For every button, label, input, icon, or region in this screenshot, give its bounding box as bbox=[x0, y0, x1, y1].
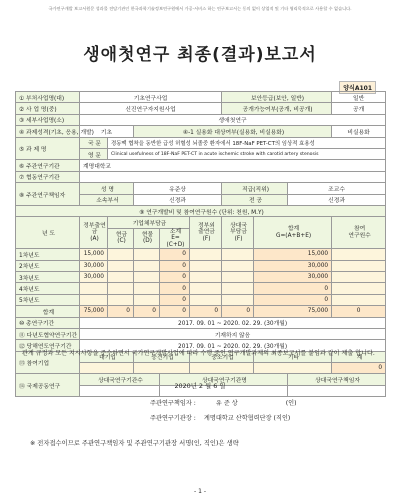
institution-signature-label: 주관연구기관장 : bbox=[150, 415, 196, 422]
col-cash-header: 현금 (C) bbox=[108, 228, 134, 249]
gov-cell bbox=[80, 283, 108, 294]
security-level-value: 일반 bbox=[332, 92, 386, 103]
col-sum-header: 소계 E=(C+D) bbox=[160, 228, 190, 249]
mid-company-cell bbox=[134, 363, 190, 374]
footnote: ※ 전자접수이므로 주관연구책임자 및 주관연구기관장 서명(인, 직인)은 생략 bbox=[30, 440, 239, 447]
pi-major-value: 신경과 bbox=[288, 194, 386, 205]
lead-institution-label: ⑥ 주관연구기관 bbox=[16, 160, 80, 171]
practical-use-value: 비실용화 bbox=[332, 126, 386, 137]
local-cell bbox=[190, 294, 222, 305]
pi-position-value: 조교수 bbox=[288, 183, 386, 194]
local-cell bbox=[190, 283, 222, 294]
row-ministry-program bbox=[16, 92, 386, 103]
table-row bbox=[16, 260, 386, 271]
year-cell: 5차년도 bbox=[16, 294, 80, 305]
year-cell: 합계 bbox=[16, 306, 80, 317]
institution-signature-name: 계명대학교 산학협력단장 (직인) bbox=[203, 415, 291, 422]
kind-cell bbox=[134, 294, 160, 305]
sum-cell: 0 bbox=[160, 260, 190, 271]
pi-signature-label: 주관연구책임자 : bbox=[150, 400, 196, 407]
other-cell bbox=[222, 294, 254, 305]
gov-cell: 30,000 bbox=[80, 260, 108, 271]
title-ko-value: 경동맥 협착을 동반한 급성 허혈성 뇌졸중 환자에서 18F-NaF PET-CT의 임상적 효용성 bbox=[108, 137, 386, 148]
partner-institution-label: ⑦ 협동연구기관 bbox=[16, 171, 80, 182]
program-name-label: ② 사 업 명(중) bbox=[16, 103, 80, 114]
copyright-notice: 국가연구개발 보고서원문 성과물 전담기관인 한국과학기술정보연구원에서 가공·서비스 하는 연구보고서는 동의 없이 상업적 및 기타 영리목적으로 사용할 수 없습니다. bbox=[48, 6, 352, 11]
small-company-header: 중소기업 bbox=[190, 351, 254, 362]
kind-cell: 0 bbox=[134, 306, 160, 317]
small-company-cell bbox=[190, 363, 254, 374]
mid-company-header: 중견기업 bbox=[134, 351, 190, 362]
intl-research-label: ⑭ 국제공동연구 bbox=[16, 374, 80, 397]
total-cell: 0 bbox=[254, 283, 332, 294]
pi-major-label: 전 공 bbox=[222, 194, 288, 205]
kind-cell bbox=[134, 260, 160, 271]
pi-dept-value: 신경과 bbox=[134, 194, 222, 205]
total-cell: 75,000 bbox=[254, 306, 332, 317]
col-firm-header: 기업체부담금 bbox=[108, 217, 190, 228]
companies-label: ⑬ 참여기업 bbox=[16, 351, 80, 374]
etc-company-cell bbox=[254, 363, 332, 374]
multiyear-period-label: ⑪ 다년도협약연구기간 bbox=[16, 328, 80, 339]
year-cell: 4차년도 bbox=[16, 283, 80, 294]
col-local-header: 정부외 출연금 (F) bbox=[190, 217, 222, 249]
practical-use-label: ④-1 실용화 대상여부(실용화, 비실용화) bbox=[134, 126, 332, 137]
table-row bbox=[16, 283, 386, 294]
other-cell bbox=[222, 283, 254, 294]
total-cell: 30,000 bbox=[254, 260, 332, 271]
local-cell: 0 bbox=[190, 306, 222, 317]
other-cell bbox=[222, 271, 254, 282]
table-row bbox=[16, 271, 386, 282]
program-name-value: 신진연구자지원사업 bbox=[80, 103, 222, 114]
sum-cell: 0 bbox=[160, 283, 190, 294]
row-pi-name bbox=[16, 183, 386, 194]
large-company-header: 대기업 bbox=[80, 351, 134, 362]
table-row-total bbox=[16, 306, 386, 317]
people-cell bbox=[332, 294, 386, 305]
row-budget-header-top bbox=[16, 217, 386, 228]
people-cell bbox=[332, 283, 386, 294]
gov-cell: 15,000 bbox=[80, 249, 108, 260]
row-project-type bbox=[16, 126, 386, 137]
intl-pi-header: 상대국연구책임자 bbox=[288, 374, 386, 385]
gov-cell: 30,000 bbox=[80, 271, 108, 282]
gov-cell: 75,000 bbox=[80, 306, 108, 317]
company-sum-cell: 0 bbox=[332, 363, 386, 374]
local-cell bbox=[190, 260, 222, 271]
page-title: 생애첫연구 최종(결과)보고서 bbox=[83, 45, 317, 65]
year-cell: 2차년도 bbox=[16, 260, 80, 271]
title-ko-label: 국 문 bbox=[80, 137, 108, 148]
certification-text: 관계 규정과 모든 지시사항을 준수하면서 국가연구개발사업에 따라 수행 중인 연구개발과제의 최종보고서를 붙임과 같이 제출 합니다. bbox=[22, 350, 375, 357]
row-total-period bbox=[16, 317, 386, 328]
col-gov-header: 정부출연금 (A) bbox=[80, 217, 108, 249]
row-multiyear-period bbox=[16, 328, 386, 339]
title-en-label: 영 문 bbox=[80, 148, 108, 159]
sub-program-value: 생애첫연구 bbox=[80, 114, 386, 125]
table-row bbox=[16, 294, 386, 305]
cash-cell bbox=[108, 249, 134, 260]
lead-institution-value: 계명대학교 bbox=[80, 160, 386, 171]
table-row bbox=[16, 249, 386, 260]
sum-cell: 0 bbox=[160, 271, 190, 282]
other-cell bbox=[222, 249, 254, 260]
multiyear-period-value: 기재하지 않음 bbox=[80, 328, 386, 339]
pi-position-label: 직급(직위) bbox=[222, 183, 288, 194]
partner-institution-value bbox=[80, 171, 386, 182]
total-period-label: ⑩ 총연구기간 bbox=[16, 317, 80, 328]
row-partner-institution bbox=[16, 171, 386, 182]
etc-company-header: 기타 bbox=[254, 351, 332, 362]
pi-label: ⑧ 주관연구책임자 bbox=[16, 183, 80, 206]
sum-cell: 0 bbox=[160, 249, 190, 260]
people-cell: 0 bbox=[332, 306, 386, 317]
col-kind-header: 현물 (D) bbox=[134, 228, 160, 249]
other-cell bbox=[222, 260, 254, 271]
ministry-program-label: ① 부처사업명(대) bbox=[16, 92, 80, 103]
year-cell: 1차년도 bbox=[16, 249, 80, 260]
pi-dept-label: 소속부서 bbox=[80, 194, 134, 205]
institution-signature-line bbox=[150, 413, 290, 422]
local-cell bbox=[190, 271, 222, 282]
submission-date: 2020년 2 월 6 일 bbox=[174, 382, 226, 390]
kind-cell bbox=[134, 283, 160, 294]
col-other-header: 상대국 부담금 (F) bbox=[222, 217, 254, 249]
project-type-label: ④ 과제성격(기초, 응용, 개발) bbox=[16, 126, 80, 137]
security-level-label: 보안등급(보안, 일반) bbox=[222, 92, 332, 103]
row-budget-heading bbox=[16, 205, 386, 216]
kind-cell bbox=[134, 271, 160, 282]
disclosure-label: 공개가능여부(공개, 비공개) bbox=[222, 103, 332, 114]
pi-name-label: 성 명 bbox=[80, 183, 134, 194]
total-cell: 0 bbox=[254, 294, 332, 305]
people-cell bbox=[332, 271, 386, 282]
project-type-value: 기초 bbox=[80, 126, 134, 137]
budget-heading: ⑨ 연구개발비 및 참여연구원수 (단위: 천원, M.Y) bbox=[16, 205, 386, 216]
disclosure-value: 공개 bbox=[332, 103, 386, 114]
project-title-label: ⑤ 과 제 명 bbox=[16, 137, 80, 160]
pi-signature-line bbox=[150, 398, 297, 407]
total-cell: 15,000 bbox=[254, 249, 332, 260]
col-people-header: 참여 연구원수 bbox=[332, 217, 386, 249]
pi-name-value: 유준상 bbox=[134, 183, 222, 194]
people-cell bbox=[332, 249, 386, 260]
total-cell: 30,000 bbox=[254, 271, 332, 282]
sum-cell: 0 bbox=[160, 306, 190, 317]
row-lead-institution bbox=[16, 160, 386, 171]
intl-name-header: 상대국연구기관명 bbox=[160, 374, 288, 385]
large-company-cell bbox=[80, 363, 134, 374]
sub-program-label: ③ 세부사업명(소) bbox=[16, 114, 80, 125]
row-program-name bbox=[16, 103, 386, 114]
pi-seal: (인) bbox=[285, 400, 297, 407]
kind-cell bbox=[134, 249, 160, 260]
year-cell: 3차년도 bbox=[16, 271, 80, 282]
form-id-badge: 양식A101 bbox=[339, 81, 376, 94]
cash-cell bbox=[108, 271, 134, 282]
cash-cell bbox=[108, 260, 134, 271]
sum-cell: 0 bbox=[160, 294, 190, 305]
current-period-label: ⑫ 당해연도연구기간 bbox=[16, 340, 80, 351]
intl-count-header: 상대국연구기관수 bbox=[80, 374, 160, 385]
page-number: - 1 - bbox=[194, 488, 206, 495]
total-period-value: 2017. 09. 01 ~ 2020. 02. 29. (30개월) bbox=[80, 317, 386, 328]
gov-cell bbox=[80, 294, 108, 305]
cash-cell bbox=[108, 283, 134, 294]
col-total-header: 합계 G=(A+B+E) bbox=[254, 217, 332, 249]
row-project-title-ko bbox=[16, 137, 386, 148]
row-sub-program bbox=[16, 114, 386, 125]
cash-cell bbox=[108, 294, 134, 305]
other-cell: 0 bbox=[222, 306, 254, 317]
title-en-value: Clinical usefulness of 18F-NaF PET-CT in acute ischemic stroke with carotid artery stenosis bbox=[108, 148, 386, 159]
current-period-value: 2017. 09. 01 ~ 2020. 02. 29. (30개월) bbox=[80, 340, 386, 351]
ministry-program-value: 기초연구사업 bbox=[80, 92, 222, 103]
pi-signature-name: 유 준 상 bbox=[215, 400, 238, 407]
company-sum-header: 계 bbox=[332, 351, 386, 362]
cash-cell: 0 bbox=[108, 306, 134, 317]
col-year-header: 년 도 bbox=[16, 217, 80, 249]
people-cell bbox=[332, 260, 386, 271]
local-cell bbox=[190, 249, 222, 260]
